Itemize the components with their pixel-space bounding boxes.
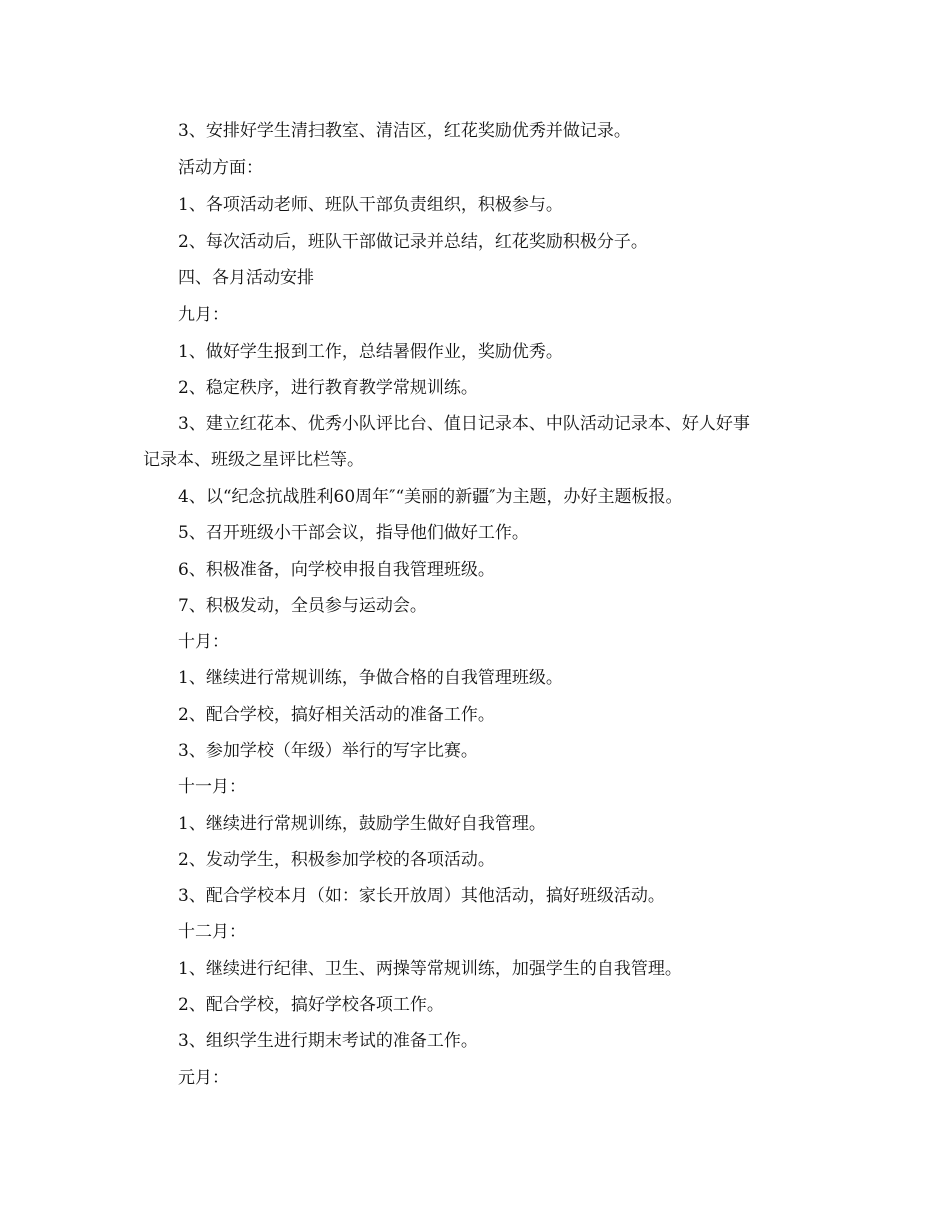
section-heading-activities: 活动方面：: [178, 158, 263, 178]
text-line: 2、配合学校，搞好相关活动的准备工作。: [178, 705, 495, 725]
text-line: 6、积极准备，向学校申报自我管理班级。: [178, 560, 495, 580]
text-line: 3、安排好学生清扫教室、清洁区，红花奖励优秀并做记录。: [178, 121, 631, 141]
text-line: 7、积极发动，全员参与运动会。: [178, 596, 427, 616]
text-line: 1、各项活动老师、班队干部负责组织，积极参与。: [178, 195, 563, 215]
text-line: 1、继续进行纪律、卫生、两操等常规训练，加强学生的自我管理。: [178, 959, 682, 979]
text-line: 3、配合学校本月（如：家长开放周）其他活动，搞好班级活动。: [178, 886, 665, 906]
section-heading-monthly-plan: 四、各月活动安排: [178, 268, 314, 288]
text-line: 2、每次活动后，班队干部做记录并总结，红花奖励积极分子。: [178, 232, 648, 252]
text-line-continuation: 记录本、班级之星评比栏等。: [143, 450, 364, 470]
text-line: 1、继续进行常规训练，争做合格的自我管理班级。: [178, 668, 563, 688]
text-line: 1、做好学生报到工作，总结暑假作业，奖励优秀。: [178, 342, 563, 362]
text-line: 5、召开班级小干部会议，指导他们做好工作。: [178, 523, 529, 543]
text-line: 3、组织学生进行期末考试的准备工作。: [178, 1031, 478, 1051]
text-line: 1、继续进行常规训练，鼓励学生做好自我管理。: [178, 814, 546, 834]
text-line: 2、稳定秩序，进行教育教学常规训练。: [178, 378, 478, 398]
month-heading-december: 十二月：: [178, 922, 246, 942]
month-heading-january: 元月：: [178, 1068, 229, 1088]
text-line: 4、以“纪念抗战胜利60周年″“美丽的新疆″为主题，办好主题板报。: [178, 487, 683, 507]
text-line: 2、发动学生，积极参加学校的各项活动。: [178, 850, 495, 870]
text-line: 3、建立红花本、优秀小队评比台、值日记录本、中队活动记录本、好人好事: [178, 414, 750, 434]
month-heading-september: 九月：: [178, 305, 229, 325]
text-line: 3、参加学校（年级）举行的写字比赛。: [178, 741, 478, 761]
month-heading-november: 十一月：: [178, 777, 246, 797]
text-line: 2、配合学校，搞好学校各项工作。: [178, 995, 444, 1015]
month-heading-october: 十月：: [178, 632, 229, 652]
